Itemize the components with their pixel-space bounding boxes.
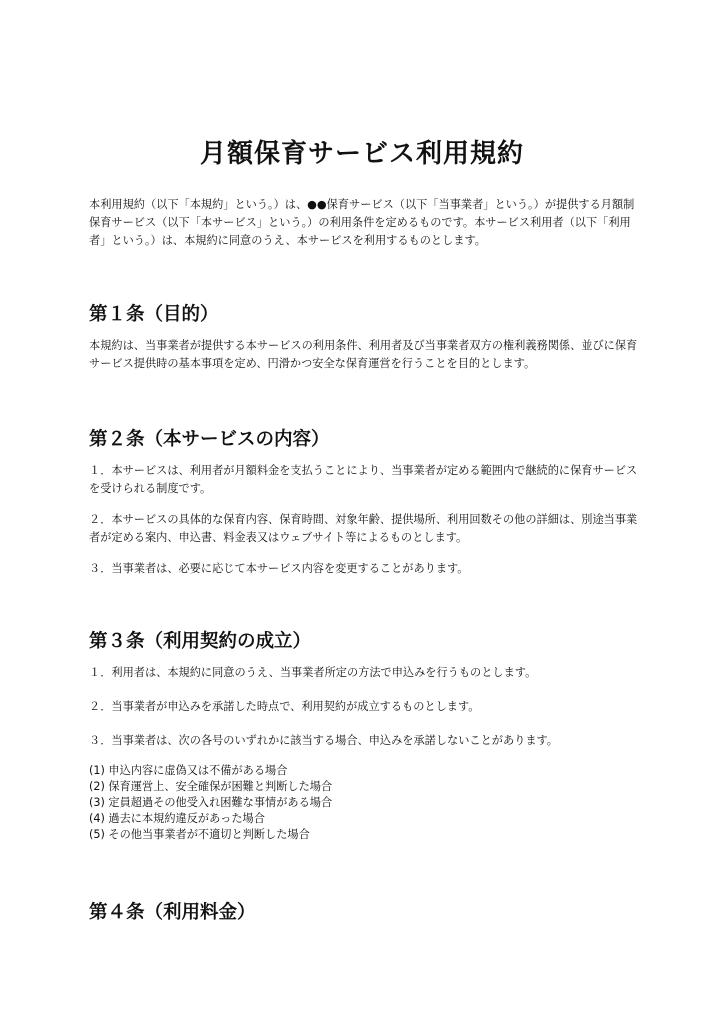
article-3-paragraph-2: ２．当事業者が申込みを承諾した時点で、利用契約が成立するものとします。 (89, 700, 480, 713)
article-3-item: (5) その他当事業者が不適切と判断した場合 (89, 828, 310, 841)
article-3-item: (4) 過去に本規約違反があった場合 (89, 812, 265, 825)
document-title: 月額保育サービス利用規約 (199, 139, 524, 170)
article-3-item: (3) 定員超過その他受入れ困難な事情がある場合 (89, 796, 333, 809)
article-3-item: (2) 保育運営上、安全確保が困難と判断した場合 (89, 780, 333, 793)
article-3-item: (1) 申込内容に虚偽又は不備がある場合 (89, 764, 288, 777)
article-2-paragraph-2: ２．本サービスの具体的な保育内容、保育時間、対象年齢、提供場所、利用回数その他の詳細は、別途当事業者が定める案内、申込書、料金表又はウェブサイト等によるものとします。 (89, 513, 638, 544)
article-1-paragraph-1: 本規約は、当事業者が提供する本サービスの利用条件、利用者及び当事業者双方の権利義務関係、並びに保育サービス提供時の基本事項を定め、円滑かつ安全な保育運営を行うことを目的とします。 (89, 339, 638, 370)
article-2-paragraph-3: ３．当事業者は、必要に応じて本サービス内容を変更することがあります。 (89, 562, 469, 575)
article-3-paragraph-3: ３．当事業者は、次の各号のいずれかに該当する場合、申込みを承諾しないことがあります。 (89, 734, 558, 747)
article-3-paragraph-1: １．利用者は、本規約に同意のうえ、当事業者所定の方法で申込みを行うものとします。 (89, 666, 537, 679)
article-1-heading: 第１条（目的） (89, 304, 219, 325)
article-4-heading: 第４条（利用料金） (89, 902, 256, 923)
article-2-heading: 第２条（本サービスの内容） (89, 429, 330, 450)
article-3-heading: 第３条（利用契約の成立） (89, 631, 312, 652)
intro-paragraph: 本利用規約（以下「本規約」という。）は、●●保育サービス（以下「当事業者」という。）が提供する月額制保育サービス（以下「本サービス」という。）の利用条件を定めるものです。本サービス利用者（以下「利用者」という。）は、本規約に同意のうえ、本サービスを利用するものとします。 (89, 198, 635, 247)
article-2-paragraph-1: １．本サービスは、利用者が月額料金を支払うことにより、当事業者が定める範囲内で継続的に保育サービスを受けられる制度です。 (89, 464, 638, 495)
